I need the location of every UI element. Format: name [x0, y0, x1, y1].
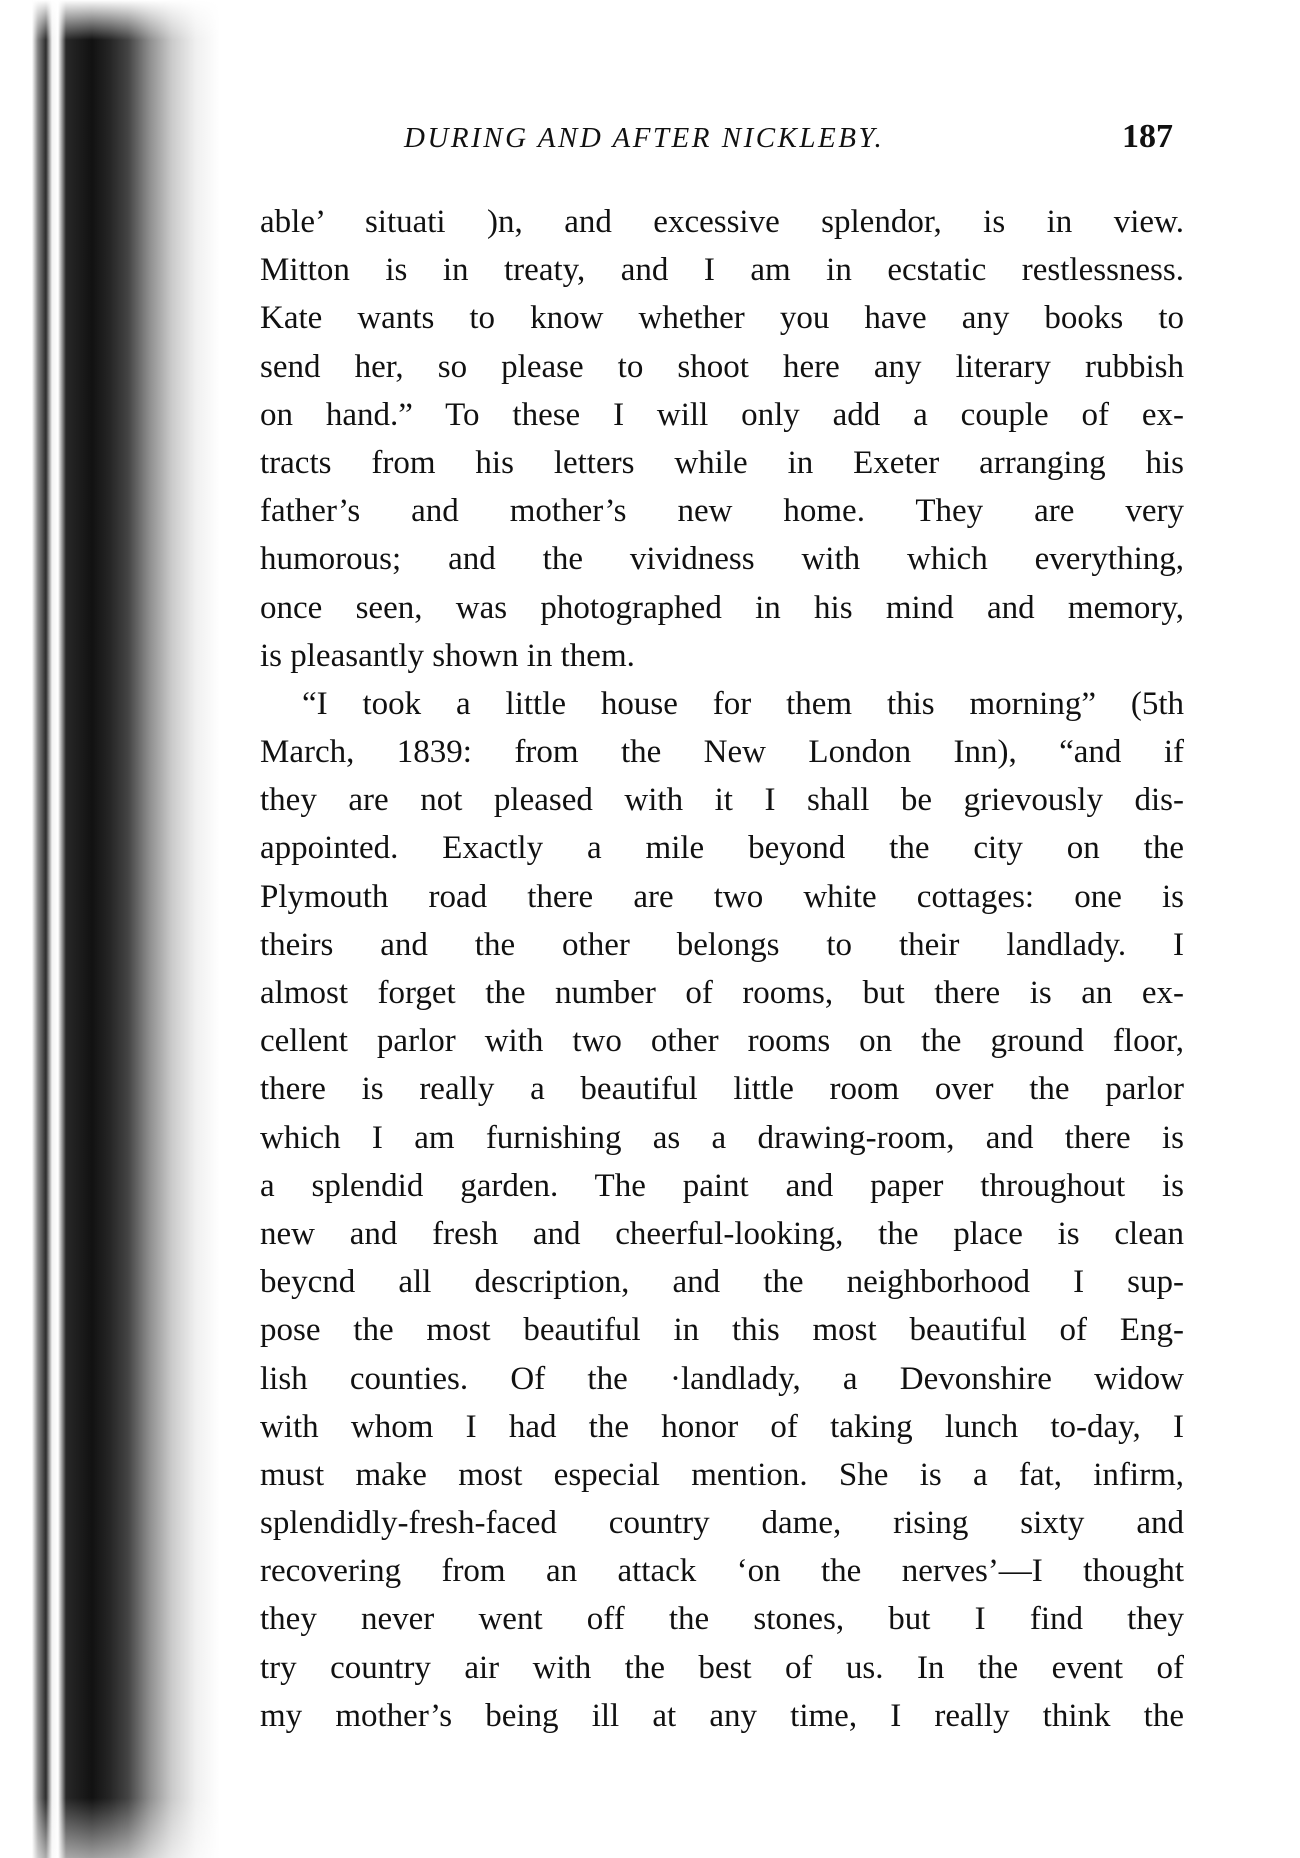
gutter-top-fade	[0, 0, 250, 40]
text-line: lish counties. Of the ·landlady, a Devonshire widow	[260, 1360, 1184, 1397]
text-line: able’ situati )n, and excessive splendor, is in view.	[260, 204, 1184, 240]
text-line: “I took a little house for them this morning” (5th	[302, 685, 1184, 722]
text-line: my mother’s being ill at any time, I really think the	[260, 1697, 1184, 1734]
book-gutter-shadow	[0, 0, 250, 1858]
text-line: on hand.” To these I will only add a couple of ex-	[260, 396, 1184, 433]
text-line: which I am furnishing as a drawing-room, and there is	[260, 1119, 1184, 1156]
text-line: beycnd all description, and the neighborhood I sup-	[260, 1264, 1184, 1301]
text-line: new and fresh and cheerful-looking, the place is clean	[260, 1215, 1184, 1252]
text-line: March, 1839: from the New London Inn), “and if	[260, 734, 1184, 771]
text-line: almost forget the number of rooms, but there is an ex-	[260, 975, 1184, 1011]
text-line: once seen, was photographed in his mind and memory,	[260, 589, 1184, 626]
text-line: splendidly-fresh-faced country dame, rising sixty and	[260, 1505, 1184, 1542]
text-line: with whom I had the honor of taking lunch to-day, I	[260, 1408, 1184, 1445]
text-line: theirs and the other belongs to their landlady. I	[260, 926, 1184, 963]
text-line: recovering from an attack ‘on the nerves’—I thought	[260, 1553, 1184, 1590]
text-line: Plymouth road there are two white cottages: one is	[260, 878, 1184, 915]
text-line: Kate wants to know whether you have any books to	[260, 300, 1184, 337]
text-line: Mitton is in treaty, and I am in ecstatic restlessness.	[260, 252, 1184, 289]
text-line: a splendid garden. The paint and paper throughout is	[260, 1167, 1184, 1204]
text-line: send her, so please to shoot here any literary rubbish	[260, 348, 1184, 385]
running-head: DURING AND AFTER NICKLEBY.	[404, 122, 885, 154]
gutter-bottom-fade	[0, 1798, 250, 1858]
text-line: appointed. Exactly a mile beyond the city on the	[260, 830, 1184, 867]
text-line: must make most especial mention. She is a fat, infirm,	[260, 1456, 1184, 1493]
text-line: is pleasantly shown in them.	[260, 637, 635, 674]
text-line: they never went off the stones, but I find they	[260, 1601, 1184, 1638]
text-line: try country air with the best of us. In the event of	[260, 1649, 1184, 1686]
text-line: pose the most beautiful in this most beautiful of Eng-	[260, 1312, 1184, 1349]
text-line: cellent parlor with two other rooms on the ground floor,	[260, 1023, 1184, 1060]
text-line: humorous; and the vividness with which everything,	[260, 541, 1184, 578]
text-line: there is really a beautiful little room over the parlor	[260, 1071, 1184, 1108]
page-number: 187	[1122, 118, 1173, 155]
body-text	[260, 198, 1184, 1740]
text-line: they are not pleased with it I shall be grievously dis-	[260, 782, 1184, 819]
text-line: tracts from his letters while in Exeter arranging his	[260, 444, 1184, 481]
text-line: father’s and mother’s new home. They are very	[260, 493, 1184, 530]
